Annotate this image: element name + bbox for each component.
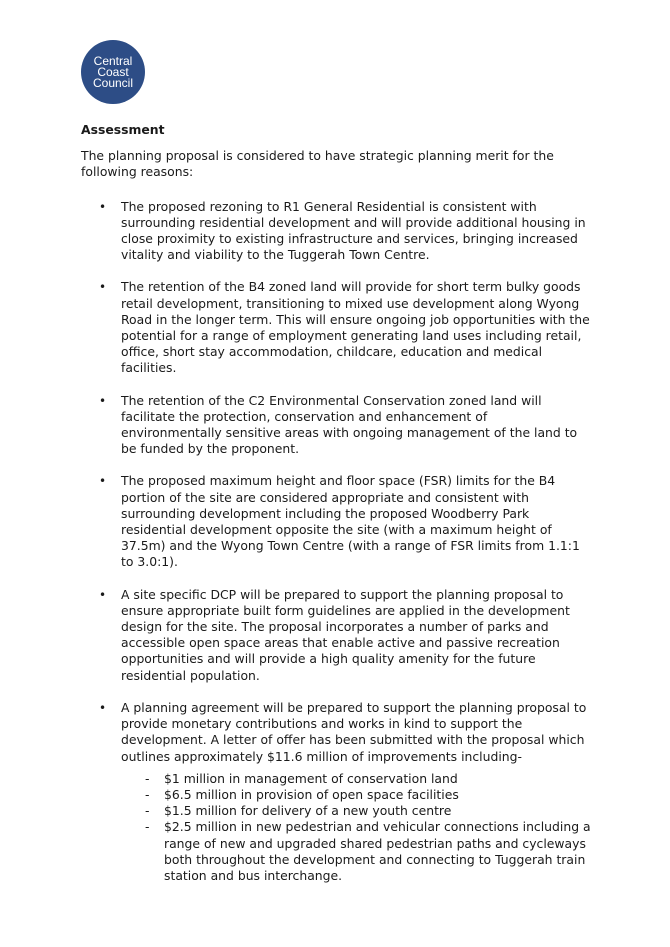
section-heading: Assessment xyxy=(81,122,165,137)
bullet-icon: • xyxy=(99,199,107,214)
improvement-item xyxy=(121,771,591,787)
reason-text: A planning agreement will be prepared to support the planning proposal to provide monetary contributions and works in kind to support the development. A letter of offer has been submitted with the proposal which outlines approximately $11.6 million of improvements including- xyxy=(121,699,587,764)
reason-item xyxy=(81,587,591,684)
improvement-item xyxy=(121,819,591,884)
bullet-icon: • xyxy=(99,587,107,602)
reason-item xyxy=(81,473,591,570)
reason-item xyxy=(81,700,591,884)
bullet-icon: • xyxy=(99,474,107,489)
improvement-text: $1 million in management of conservation land xyxy=(164,770,458,786)
bullet-icon: • xyxy=(99,280,107,295)
reason-item xyxy=(81,393,591,458)
improvement-item xyxy=(121,787,591,803)
bullet-icon: • xyxy=(99,393,107,408)
improvement-item xyxy=(121,803,591,819)
dash-icon: - xyxy=(145,819,150,835)
reason-text: The proposed maximum height and floor space (FSR) limits for the B4 portion of the site are considered appropriate and consistent with surrounding development including the proposed Woodberry Park residential development opposite the site (with a maximum height of 37.5m) and the Wyong Town Centre (with a range of FSR limits from 1.1:1 to 3.0:1). xyxy=(121,473,580,570)
logo-line-2: Coast xyxy=(97,64,129,79)
improvement-text: $2.5 million in new pedestrian and vehicular connections including a range of new and upgraded shared pedestrian paths and cycleways both throughout the development and connecting to Tuggerah train station and bus interchange. xyxy=(164,819,591,883)
reason-text: A site specific DCP will be prepared to support the planning proposal to ensure appropriate built form guidelines are applied in the development design for the site. The proposal incorporates a number of parks and accessible open space areas that enable active and passive recreation opportunities and will provide a high quality amenity for the future residential population. xyxy=(121,586,570,683)
intro-paragraph: The planning proposal is considered to have strategic planning merit for the following reasons: xyxy=(81,148,554,180)
reasons-list xyxy=(81,199,591,885)
dash-icon: - xyxy=(145,770,150,786)
improvement-text: $1.5 million for delivery of a new youth centre xyxy=(164,803,452,819)
improvement-text: $6.5 million in provision of open space facilities xyxy=(164,786,459,802)
document-body xyxy=(81,122,591,900)
improvements-list xyxy=(121,771,591,884)
reason-text: The retention of the C2 Environmental Conservation zoned land will facilitate the protection, conservation and enhancement of environmentally sensitive areas with ongoing management of the land to be funded by the proponent. xyxy=(121,392,578,457)
central-coast-council-logo xyxy=(81,40,145,104)
logo-line-1: Central xyxy=(93,53,133,68)
logo-line-3: Council xyxy=(92,75,134,90)
dash-icon: - xyxy=(145,803,150,819)
bullet-icon: • xyxy=(99,700,107,715)
reason-text: The proposed rezoning to R1 General Residential is consistent with surrounding residential development and will provide additional housing in close proximity to existing infrastructure and services, bringing increased vitality and viability to the Tuggerah Town Centre. xyxy=(121,198,586,263)
dash-icon: - xyxy=(145,786,150,802)
reason-text: The retention of the B4 zoned land will provide for short term bulky goods retail development, transitioning to mixed use development along Wyong Road in the longer term. This will ensure ongoing job opportunities with the potential for a range of employment generating land uses including retail, office, short stay accommodation, childcare, education and medical facilities. xyxy=(121,279,590,376)
reason-item xyxy=(81,279,591,376)
reason-item xyxy=(81,199,591,264)
